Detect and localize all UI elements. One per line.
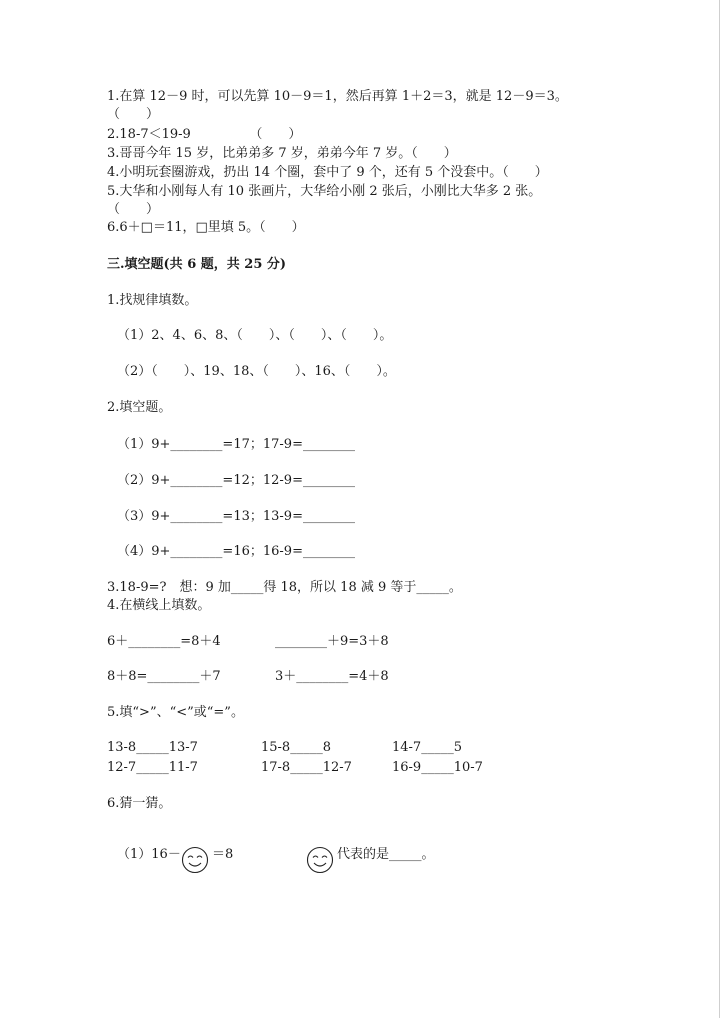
fill-q5-title: 5.填“>”、“<”或“=”。 — [107, 705, 244, 720]
compare-item: 16-9_____10-7 — [392, 760, 483, 775]
judge-q1: 1.在算 12－9 时，可以先算 10－9＝1，然后再算 1＋2＝3，就是 12－9＝3。 — [107, 89, 568, 104]
fill-q6-prefix: （1）16－ — [117, 847, 181, 862]
fill-q4-r2a: 8＋8=________＋7 — [107, 669, 221, 684]
fill-q2-row: （3）9+________=13；13-9=________ — [117, 509, 355, 524]
judge-q2: 2.18-7＜19-9 （ ） — [107, 127, 302, 142]
judge-q4: 4.小明玩套圈游戏，扔出 14 个圈，套中了 9 个，还有 5 个没套中。（ ） — [107, 165, 548, 180]
compare-item: 12-7_____11-7 — [107, 760, 198, 775]
fill-q6-eq: ＝8 — [212, 847, 234, 862]
judge-q3: 3.哥哥今年 15 岁，比弟弟多 7 岁，弟弟今年 7 岁。（ ） — [107, 146, 457, 161]
compare-item: 15-8_____8 — [261, 740, 331, 755]
fill-q4-title: 4.在横线上填数。 — [107, 598, 211, 613]
judge-q5: 5.大华和小刚每人有 10 张画片，大华给小刚 2 张后，小刚比大华多 2 张。 — [107, 184, 542, 199]
judge-q5-paren: （ ） — [107, 202, 160, 217]
fill-q6-suffix: 代表的是_____。 — [337, 847, 435, 862]
judge-q6: 6.6＋□＝11，□里填 5。（ ） — [107, 220, 305, 235]
compare-item: 17-8_____12-7 — [261, 760, 352, 775]
smiley-face-icon — [306, 846, 334, 874]
fill-q6-title: 6.猜一猜。 — [107, 796, 172, 811]
fill-q4-r1b: ________＋9=3＋8 — [275, 634, 389, 649]
fill-q2-row: （2）9+________=12；12-9=________ — [117, 473, 355, 488]
fill-q4-r2b: 3＋________=4＋8 — [275, 669, 389, 684]
fill-q2-row: （4）9+________=16；16-9=________ — [117, 544, 355, 559]
fill-q3: 3.18-9=? 想：9 加_____得 18，所以 18 减 9 等于_____。 — [107, 580, 462, 595]
compare-item: 14-7_____5 — [392, 740, 462, 755]
fill-q2-title: 2.填空题。 — [107, 400, 172, 415]
fill-q2-row: （1）9+________=17；17-9=________ — [117, 437, 355, 452]
judge-q1-paren: （ ） — [107, 107, 160, 122]
compare-item: 13-8_____13-7 — [107, 740, 198, 755]
fill-q1-a: （1）2、4、6、8、（ ）、（ ）、（ ）。 — [117, 328, 393, 343]
fill-q1-b: （2）（ ）、19、18、（ ）、16、（ ）。 — [117, 364, 396, 379]
section3-heading: 三.填空题(共 6 题，共 25 分) — [107, 257, 287, 272]
fill-q4-r1a: 6＋________=8＋4 — [107, 634, 221, 649]
smiley-face-icon — [181, 846, 209, 874]
fill-q1-title: 1.找规律填数。 — [107, 293, 198, 308]
